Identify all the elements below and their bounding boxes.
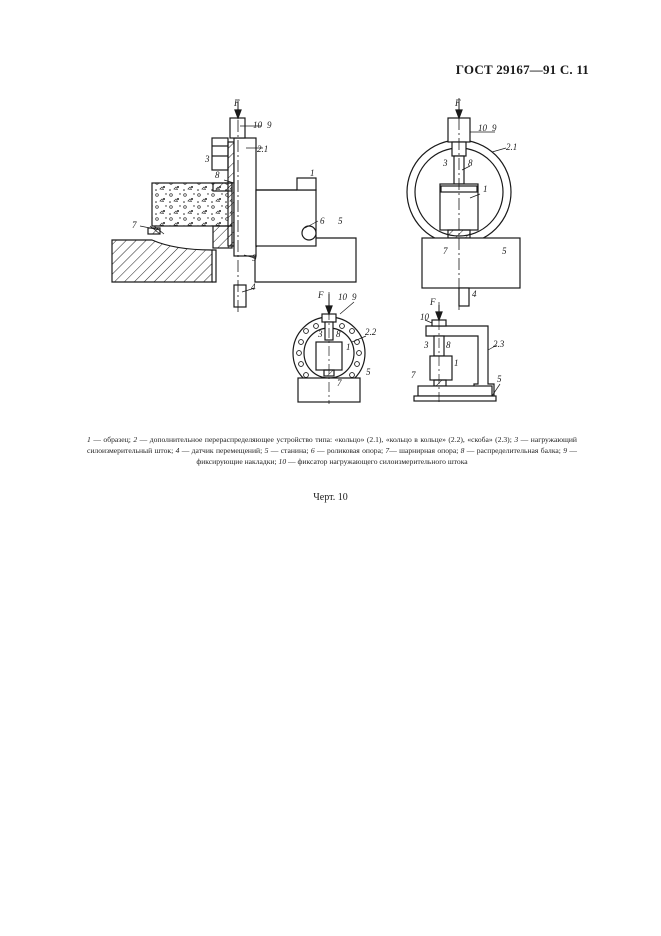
label-7-3: 7: [337, 378, 342, 388]
label-10-1: 10: [253, 120, 262, 130]
label-2-1-b: 2.1: [506, 142, 518, 152]
label-3-1: 3: [205, 154, 210, 164]
caption-num-10: 10: [278, 456, 287, 466]
label-2-1-a: 2.1: [257, 144, 269, 154]
caption-num-3: 3: [514, 435, 519, 444]
caption-text-3: — нагружающий силоизмерительный шток;: [87, 435, 577, 455]
label-10-2: 10: [478, 123, 487, 133]
label-1-1: 1: [310, 168, 315, 178]
caption-text-2: — дополнительное перераспределяющее устройство типа: «кольцо» (2.1), «кольцо в кольце» (2.2), «скоба» (2.3);: [137, 435, 515, 444]
label-7-1: 7: [132, 220, 137, 230]
label-2-2: 2.2: [365, 327, 377, 337]
label-3-3: 3: [318, 329, 323, 339]
label-f-1: F: [234, 98, 240, 108]
label-2-3: 2.3: [493, 339, 505, 349]
view-side-section: [112, 100, 356, 312]
figure-caption: [87, 435, 577, 467]
label-9-4: 9: [352, 292, 357, 302]
page-header: ГОСТ 29167—91 С. 11: [455, 62, 589, 77]
label-8-2: 8: [468, 158, 473, 168]
label-1-3: 1: [346, 342, 351, 352]
caption-num-7: 7: [385, 445, 390, 455]
caption-num-6: 6: [310, 445, 315, 455]
label-f-2: F: [455, 98, 461, 108]
caption-num-9: 9: [563, 445, 568, 455]
label-9-2: 9: [252, 253, 257, 263]
label-8-4: 8: [446, 340, 451, 350]
label-7-2: 7: [443, 246, 448, 256]
caption-num-5: 5: [264, 445, 269, 455]
technical-drawing: [0, 0, 661, 420]
label-5-1: 5: [338, 216, 343, 226]
label-3-2: 3: [443, 158, 448, 168]
caption-text-1: — образец;: [90, 435, 134, 444]
caption-text-6: — роликовая опора;: [314, 445, 386, 455]
caption-num-2: 2: [133, 435, 138, 444]
label-f-3: F: [318, 290, 324, 300]
label-10-4: 10: [420, 312, 429, 322]
caption-text-7: — шарнирная опора;: [389, 445, 461, 455]
caption-num-1: 1: [87, 435, 91, 444]
label-8-1: 8: [215, 170, 220, 180]
label-7-4: 7: [411, 370, 416, 380]
caption-text-10: — фиксатор нагружающего силоизмерительного штока: [286, 456, 468, 466]
view-ring: [407, 98, 520, 310]
label-1-4: 1: [454, 358, 459, 368]
label-f-4: F: [430, 297, 436, 307]
caption-num-8: 8: [460, 445, 465, 455]
caption-text-9: — фиксирующие накладки;: [196, 445, 577, 466]
figure-label: Черт. 10: [313, 492, 348, 503]
label-10-3: 10: [338, 292, 347, 302]
label-1-2: 1: [483, 184, 488, 194]
label-3-4: 3: [424, 340, 429, 350]
view-bracket-labels: [411, 297, 505, 384]
label-9-1: 9: [267, 120, 272, 130]
caption-text-8: — распределительная балка;: [464, 445, 564, 455]
caption-text-4: — датчик перемещений;: [179, 445, 265, 455]
caption-num-4: 4: [175, 445, 180, 455]
label-4-2: 4: [472, 289, 477, 299]
label-6-1: 6: [320, 216, 325, 226]
label-4-1: 4: [251, 282, 256, 292]
label-9-3: 9: [492, 123, 497, 133]
label-5-4: 5: [497, 374, 502, 384]
caption-text-5: — станина;: [268, 445, 311, 455]
label-5-3: 5: [366, 367, 371, 377]
view-ring-in-ring: [293, 292, 366, 404]
label-5-2: 5: [502, 246, 507, 256]
label-8-3: 8: [336, 329, 341, 339]
